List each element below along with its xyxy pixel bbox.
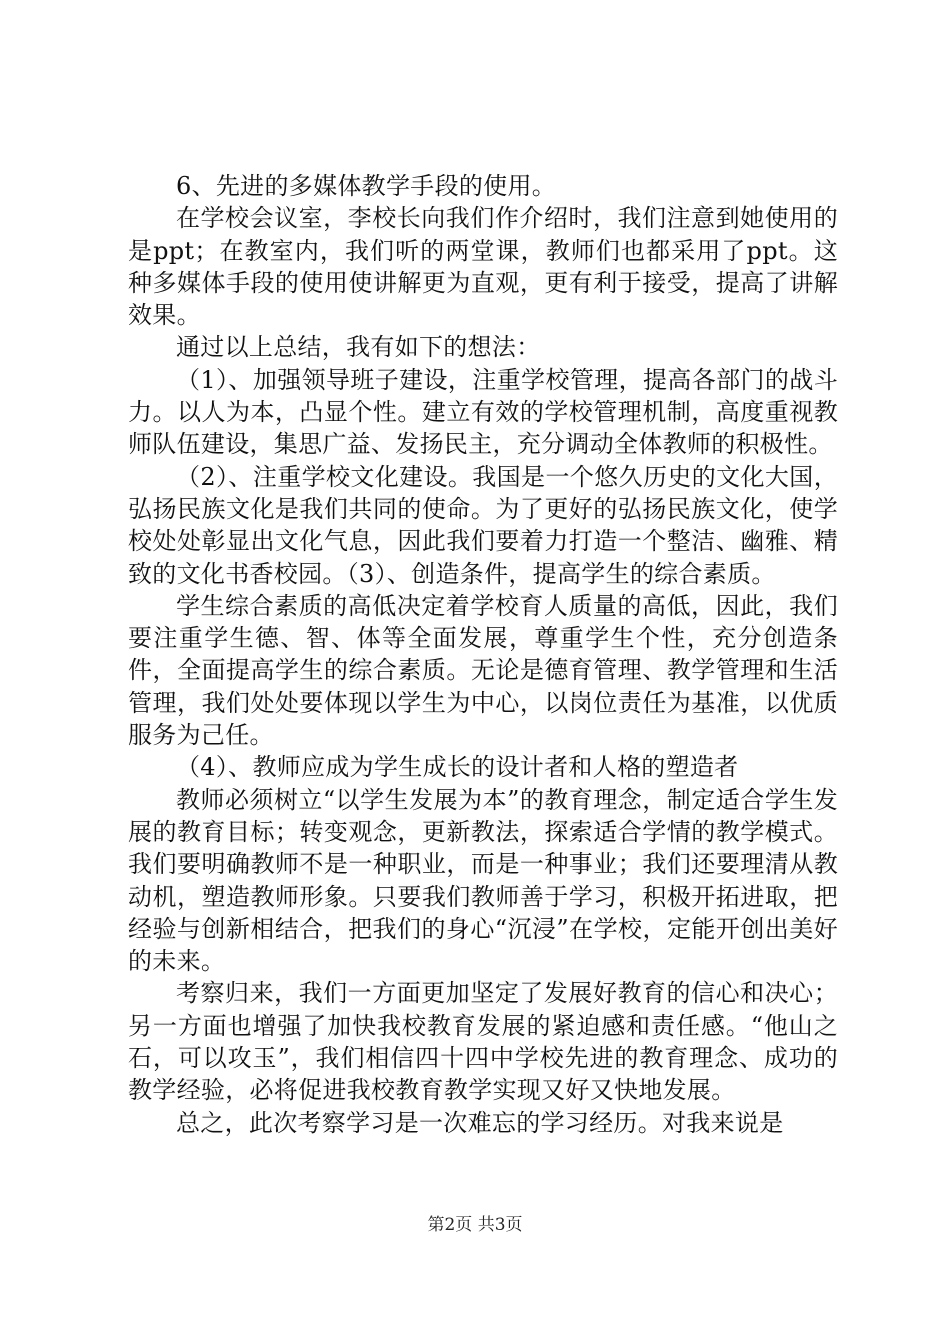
paragraph-ppt-usage: 在学校会议室，李校长向我们作介绍时，我们注意到她使用的是ppt；在教室内，我们听的两堂课，教师们也都采用了ppt。这种多媒体手段的使用使讲解更为直观，更有利于接受，提高了讲解效果。: [128, 204, 838, 330]
paragraph-summary-intro: 通过以上总结，我有如下的想法：: [176, 333, 541, 362]
paragraph-student-quality: 学生综合素质的高低决定着学校育人质量的高低，因此，我们要注重学生德、智、体等全面发展，尊重学生个性，充分创造条件，全面提高学生的综合素质。无论是德育管理、教学管理和生活管理，我们处处要体现以学生为中心，以岗位责任为基准，以优质服务为己任。: [128, 591, 838, 750]
page-number-footer: 第2页 共3页: [427, 1215, 523, 1235]
heading-item-6: 6、先进的多媒体教学手段的使用。: [176, 172, 557, 200]
paragraph-point-4: （4）、教师应成为学生成长的设计者和人格的塑造者: [176, 753, 739, 782]
paragraph-point-2-3: （2）、注重学校文化建设。我国是一个悠久历史的文化大国，弘扬民族文化是我们共同的使命。为了更好的弘扬民族文化，使学校处处彰显出文化气息，因此我们要着力打造一个整洁、幽雅、精致的文化书香校园。（3）、创造条件，提高学生的综合素质。: [128, 462, 838, 588]
document-body: [128, 170, 838, 1139]
paragraph-teacher-philosophy: 教师必须树立“以学生发展为本”的教育理念，制定适合学生发展的教育目标；转变观念，更新教法，探索适合学情的教学模式。我们要明确教师不是一种职业，而是一种事业；我们还要理清从教动机，塑造教师形象。只要我们教师善于学习，积极开拓进取，把经验与创新相结合，把我们的身心“沉浸”在学校，定能开创出美好的未来。: [128, 785, 838, 976]
paragraph-return-reflection: 考察归来，我们一方面更加坚定了发展好教育的信心和决心；另一方面也增强了加快我校教育发展的紧迫感和责任感。“他山之石，可以攻玉”，我们相信四十四中学校先进的教育理念、成功的教学经验，必将促进我校教育教学实现又好又快地发展。: [128, 979, 838, 1105]
paragraph-conclusion: 总之，此次考察学习是一次难忘的学习经历。对我来说是: [176, 1108, 784, 1137]
paragraph-point-1: （1）、加强领导班子建设，注重学校管理，提高各部门的战斗力。以人为本，凸显个性。建立有效的学校管理机制，高度重视教师队伍建设，集思广益、发扬民主，充分调动全体教师的积极性。: [128, 365, 838, 459]
